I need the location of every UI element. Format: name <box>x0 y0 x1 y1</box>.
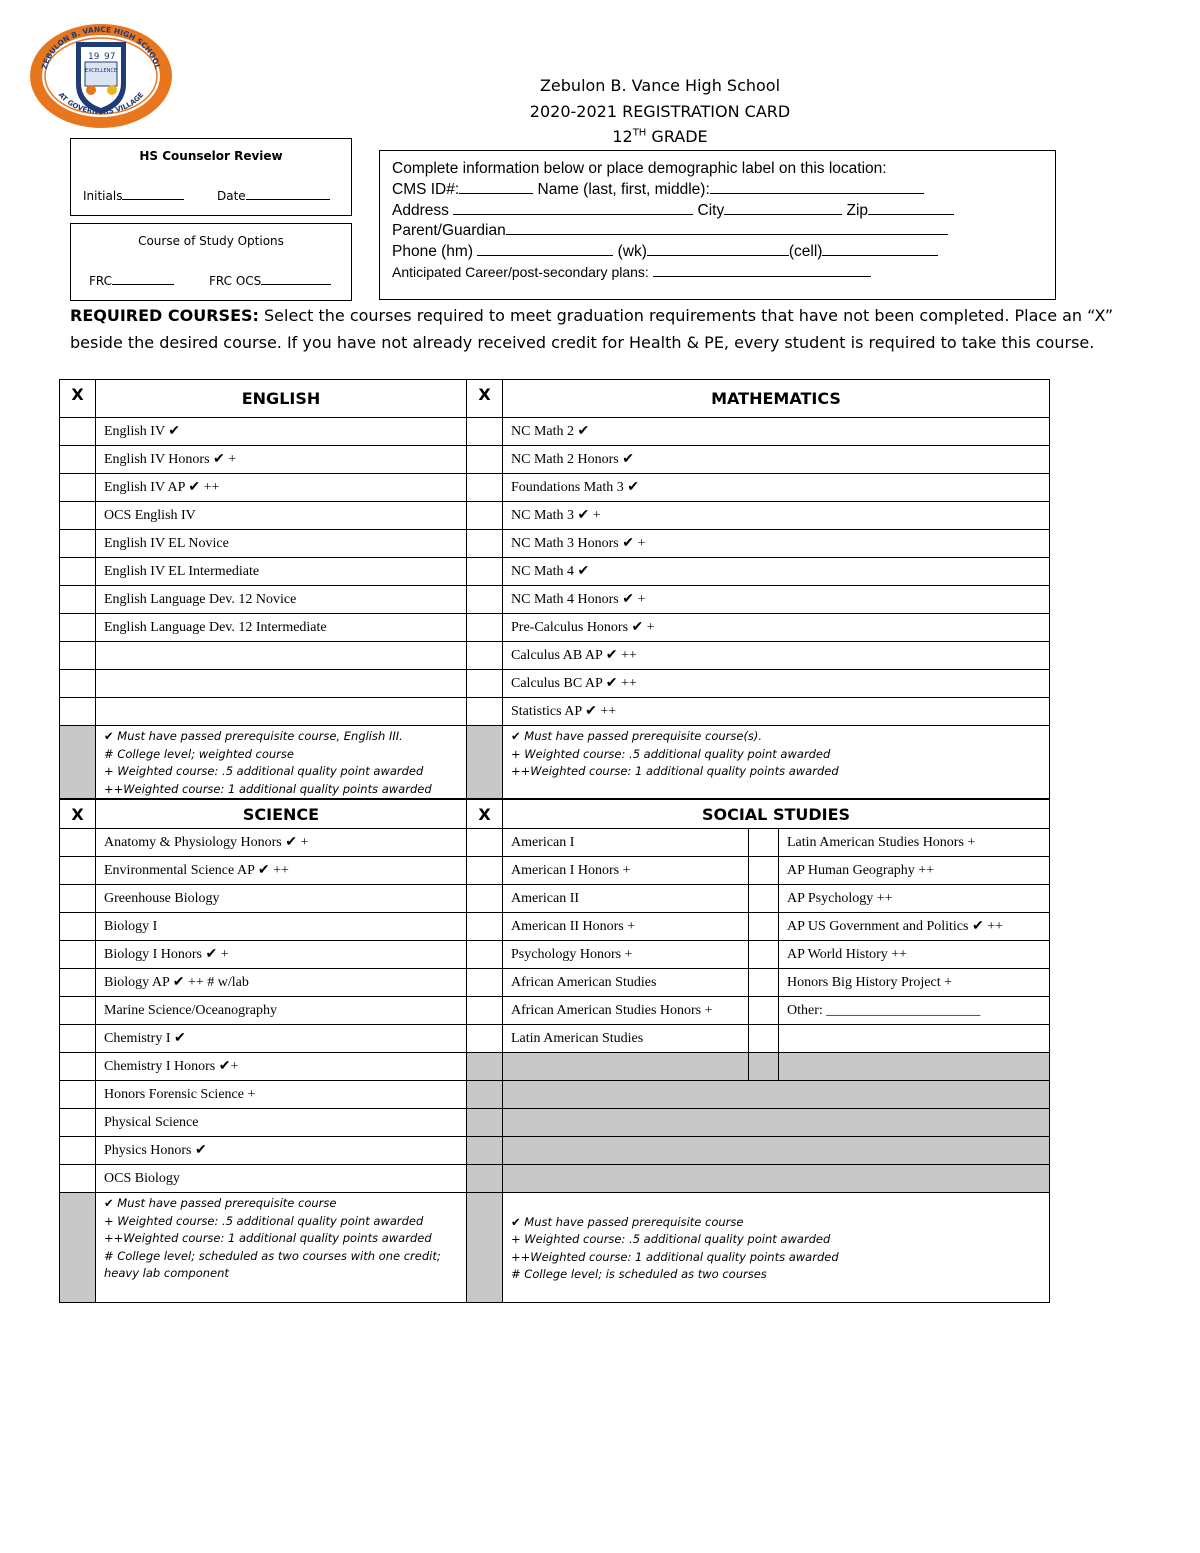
table-row <box>60 614 1050 642</box>
address-field[interactable] <box>453 201 693 215</box>
zip-field[interactable] <box>868 201 954 215</box>
math-select-checkbox[interactable] <box>467 418 503 446</box>
gray-cell <box>60 726 96 799</box>
math-course: NC Math 2 Honors ✔ <box>503 446 1050 474</box>
demographic-intro: Complete information below or place demographic label on this location: <box>392 160 887 177</box>
table-row <box>60 1109 1050 1137</box>
english-course: English IV AP ✔ ++ <box>96 474 467 502</box>
science-course: Biology I Honors ✔ + <box>96 941 467 969</box>
science-notes <box>96 1193 467 1303</box>
science-course: Chemistry I ✔ <box>96 1025 467 1053</box>
note-line: # College level; is scheduled as two courses <box>511 1267 767 1281</box>
english-select-checkbox[interactable] <box>60 670 96 698</box>
social-course: Honors Big History Project + <box>779 969 1050 997</box>
table-row <box>60 418 1050 446</box>
career-line <box>392 263 871 281</box>
note-line: ++Weighted course: 1 additional quality points awarded <box>511 1249 839 1264</box>
gray-cell <box>503 1109 1050 1137</box>
gray-cell <box>749 1053 779 1081</box>
logo-year-left: 19 <box>88 52 100 62</box>
english-select-checkbox[interactable] <box>60 698 96 726</box>
english-select-checkbox[interactable] <box>60 418 96 446</box>
date-label: Date <box>217 189 246 203</box>
science-course: Greenhouse Biology <box>96 885 467 913</box>
social-select-checkbox[interactable] <box>467 941 503 969</box>
note-line: + Weighted course: .5 additional quality point awarded <box>104 1213 424 1228</box>
math-course: Foundations Math 3 ✔ <box>503 474 1050 502</box>
table-row <box>60 558 1050 586</box>
social-course: African American Studies <box>503 969 749 997</box>
x-column-header: X <box>467 380 503 418</box>
math-course: Calculus BC AP ✔ ++ <box>503 670 1050 698</box>
note-line: + Weighted course: .5 additional quality point awarded <box>104 764 424 778</box>
gray-cell <box>467 1137 503 1165</box>
gray-cell <box>467 726 503 799</box>
social-course: AP World History ++ <box>779 941 1050 969</box>
social-select-checkbox[interactable] <box>467 885 503 913</box>
science-select-checkbox[interactable] <box>60 941 96 969</box>
science-select-checkbox[interactable] <box>60 857 96 885</box>
science-select-checkbox[interactable] <box>60 1137 96 1165</box>
note-line: + Weighted course: .5 additional quality point awarded <box>511 1232 831 1246</box>
table-row <box>60 941 1050 969</box>
course-of-study-title: Course of Study Options <box>138 234 284 248</box>
logo-ring-bottom: AT GOVERNORS VILLAGE <box>56 90 146 117</box>
course-of-study-box <box>70 223 352 301</box>
english-course: English IV EL Novice <box>96 530 467 558</box>
gray-cell <box>467 1165 503 1193</box>
phone-hm-field[interactable] <box>477 242 613 256</box>
note-line: ✔ Must have passed prerequisite course <box>104 1196 337 1210</box>
science-course: Physical Science <box>96 1109 467 1137</box>
english-course: English IV Honors ✔ + <box>96 446 467 474</box>
math-select-checkbox[interactable] <box>467 614 503 642</box>
zip-label: Zip <box>846 202 869 219</box>
social-select-checkbox[interactable] <box>467 857 503 885</box>
math-course: NC Math 3 ✔ + <box>503 502 1050 530</box>
table-row <box>60 474 1050 502</box>
english-select-checkbox[interactable] <box>60 474 96 502</box>
social-select-checkbox[interactable] <box>749 885 779 913</box>
parent-field[interactable] <box>506 221 948 235</box>
science-course: Honors Forensic Science + <box>96 1081 467 1109</box>
english-select-checkbox[interactable] <box>60 586 96 614</box>
social-select-checkbox[interactable] <box>749 1025 779 1053</box>
demographic-box <box>379 150 1056 300</box>
social-course: Psychology Honors + <box>503 941 749 969</box>
note-line: ✔ Must have passed prerequisite course(s). <box>511 729 763 743</box>
english-course <box>96 698 467 726</box>
note-line: ++Weighted course: 1 additional quality points awarded <box>104 781 432 796</box>
science-course: Chemistry I Honors ✔+ <box>96 1053 467 1081</box>
school-name: Zebulon B. Vance High School <box>539 76 781 95</box>
note-line: ✔ Must have passed prerequisite course, English III. <box>104 729 403 743</box>
instructions-heading: REQUIRED COURSES: <box>70 306 259 325</box>
address-label: Address <box>392 202 449 219</box>
social-studies-header: SOCIAL STUDIES <box>503 800 1050 829</box>
phone-cell-label: (cell) <box>788 243 823 260</box>
social-select-checkbox[interactable] <box>749 997 779 1025</box>
gray-cell <box>60 1193 96 1303</box>
math-select-checkbox[interactable] <box>467 474 503 502</box>
science-course: Biology AP ✔ ++ # w/lab <box>96 969 467 997</box>
phone-line <box>392 242 938 261</box>
science-select-checkbox[interactable] <box>60 1081 96 1109</box>
social-select-checkbox[interactable] <box>467 913 503 941</box>
english-course <box>96 642 467 670</box>
gray-cell <box>503 1137 1050 1165</box>
x-column-header: X <box>60 800 96 829</box>
school-logo <box>28 22 174 130</box>
science-course: Physics Honors ✔ <box>96 1137 467 1165</box>
gray-cell <box>779 1053 1050 1081</box>
table-row <box>60 502 1050 530</box>
table-row <box>60 698 1050 726</box>
social-select-checkbox[interactable] <box>749 913 779 941</box>
grade-word: GRADE <box>651 127 708 146</box>
logo-ring-top: ZEBULON B. VANCE HIGH SCHOOL <box>39 24 163 71</box>
social-select-checkbox[interactable] <box>749 969 779 997</box>
table-row <box>60 829 1050 857</box>
cms-id-label: CMS ID#: <box>392 181 460 198</box>
english-course <box>96 670 467 698</box>
x-column-header: X <box>467 800 503 829</box>
science-course: OCS Biology <box>96 1165 467 1193</box>
table-row <box>60 446 1050 474</box>
science-select-checkbox[interactable] <box>60 1109 96 1137</box>
table-row <box>60 642 1050 670</box>
city-label: City <box>697 202 725 219</box>
table-row <box>60 997 1050 1025</box>
english-select-checkbox[interactable] <box>60 446 96 474</box>
social-course: AP US Government and Politics ✔ ++ <box>779 913 1050 941</box>
social-course: African American Studies Honors + <box>503 997 749 1025</box>
instructions-text: Select the courses required to meet graduation requirements that have not been completed. Place an “X” beside the desired course. If you have not already received credit for Health & PE, every student is required to take this course. <box>70 306 1114 352</box>
table-row <box>60 530 1050 558</box>
social-select-checkbox[interactable] <box>467 829 503 857</box>
math-select-checkbox[interactable] <box>467 586 503 614</box>
table-row <box>60 913 1050 941</box>
gray-cell <box>503 1081 1050 1109</box>
english-course: English IV ✔ <box>96 418 467 446</box>
english-select-checkbox[interactable] <box>60 614 96 642</box>
note-line: # College level; scheduled as two courses with one credit; heavy lab component <box>104 1248 441 1280</box>
note-line: ✔ Must have passed prerequisite course <box>511 1214 744 1229</box>
table-row <box>60 857 1050 885</box>
table-row <box>60 670 1050 698</box>
science-select-checkbox[interactable] <box>60 969 96 997</box>
social-course: Latin American Studies <box>503 1025 749 1053</box>
table-row <box>60 969 1050 997</box>
city-field[interactable] <box>724 201 842 215</box>
logo-year-right: 97 <box>104 52 116 62</box>
phone-hm-label: Phone (hm) <box>392 243 473 260</box>
science-select-checkbox[interactable] <box>60 997 96 1025</box>
science-course: Environmental Science AP ✔ ++ <box>96 857 467 885</box>
parent-line <box>392 221 948 240</box>
social-course <box>779 1025 1050 1053</box>
social-course: Latin American Studies Honors + <box>779 829 1050 857</box>
science-header: SCIENCE <box>96 800 467 829</box>
career-field[interactable] <box>653 263 871 277</box>
science-select-checkbox[interactable] <box>60 829 96 857</box>
english-select-checkbox[interactable] <box>60 502 96 530</box>
science-select-checkbox[interactable] <box>60 913 96 941</box>
grade-sup: TH <box>632 127 647 139</box>
cms-name-line <box>392 180 924 199</box>
grade-label <box>480 127 840 146</box>
table-row <box>60 1081 1050 1109</box>
math-notes <box>503 726 1050 799</box>
phone-wk-field[interactable] <box>647 242 789 256</box>
phone-wk-label: (wk) <box>617 243 647 260</box>
science-course: Biology I <box>96 913 467 941</box>
gray-cell <box>467 1081 503 1109</box>
name-label: Name (last, first, middle): <box>537 181 710 198</box>
frc-ocs-label: FRC OCS <box>209 274 262 288</box>
initials-label: Initials <box>83 189 123 203</box>
phone-cell-field[interactable] <box>822 242 938 256</box>
frc-field[interactable] <box>89 273 174 288</box>
social-course: AP Psychology ++ <box>779 885 1050 913</box>
note-line: + Weighted course: .5 additional quality point awarded <box>511 746 831 761</box>
english-math-table <box>59 379 1050 799</box>
gray-cell <box>503 1165 1050 1193</box>
math-header: MATHEMATICS <box>503 380 1050 418</box>
date-field[interactable] <box>217 188 330 203</box>
x-column-header: X <box>60 380 96 418</box>
math-course: Statistics AP ✔ ++ <box>503 698 1050 726</box>
table-row <box>60 586 1050 614</box>
english-select-checkbox[interactable] <box>60 642 96 670</box>
note-line: ++Weighted course: 1 additional quality points awarded <box>511 764 839 778</box>
social-course: Other: ______________________ <box>779 997 1050 1025</box>
math-course: Calculus AB AP ✔ ++ <box>503 642 1050 670</box>
science-select-checkbox[interactable] <box>60 1025 96 1053</box>
table-row <box>60 885 1050 913</box>
math-select-checkbox[interactable] <box>467 558 503 586</box>
counselor-review-title: HS Counselor Review <box>139 149 283 163</box>
address-line <box>392 201 954 220</box>
table-row <box>60 1025 1050 1053</box>
gray-cell <box>467 1053 503 1081</box>
science-select-checkbox[interactable] <box>60 885 96 913</box>
table-row <box>60 1165 1050 1193</box>
career-label: Anticipated Career/post-secondary plans: <box>392 264 649 280</box>
gray-cell <box>503 1053 749 1081</box>
card-title: 2020-2021 REGISTRATION CARD <box>529 102 791 121</box>
math-select-checkbox[interactable] <box>467 670 503 698</box>
table-row <box>60 1137 1050 1165</box>
english-select-checkbox[interactable] <box>60 530 96 558</box>
science-select-checkbox[interactable] <box>60 1165 96 1193</box>
name-field[interactable] <box>710 180 924 194</box>
frc-label: FRC <box>89 274 113 288</box>
table-row <box>60 1053 1050 1081</box>
social-select-checkbox[interactable] <box>749 941 779 969</box>
english-select-checkbox[interactable] <box>60 558 96 586</box>
social-course: American II <box>503 885 749 913</box>
science-course: Anatomy & Physiology Honors ✔ + <box>96 829 467 857</box>
english-notes <box>96 726 467 799</box>
social-course: AP Human Geography ++ <box>779 857 1050 885</box>
cms-id-field[interactable] <box>459 180 533 194</box>
parent-label: Parent/Guardian <box>392 222 506 239</box>
math-course: NC Math 4 ✔ <box>503 558 1050 586</box>
initials-field[interactable] <box>83 188 184 203</box>
social-select-checkbox[interactable] <box>467 997 503 1025</box>
math-course: NC Math 2 ✔ <box>503 418 1050 446</box>
math-course: NC Math 4 Honors ✔ + <box>503 586 1050 614</box>
english-course: English IV EL Intermediate <box>96 558 467 586</box>
social-select-checkbox[interactable] <box>467 1025 503 1053</box>
social-course: American II Honors + <box>503 913 749 941</box>
english-course: English Language Dev. 12 Intermediate <box>96 614 467 642</box>
instructions <box>70 302 1145 356</box>
note-line: # College level; weighted course <box>104 746 294 761</box>
english-course: OCS English IV <box>96 502 467 530</box>
gray-cell <box>467 1109 503 1137</box>
gray-cell <box>467 1193 503 1303</box>
math-course: Pre-Calculus Honors ✔ + <box>503 614 1050 642</box>
science-social-table <box>59 799 1050 1303</box>
science-select-checkbox[interactable] <box>60 1053 96 1081</box>
math-select-checkbox[interactable] <box>467 446 503 474</box>
english-course: English Language Dev. 12 Novice <box>96 586 467 614</box>
note-line: ++Weighted course: 1 additional quality points awarded <box>104 1231 432 1245</box>
social-select-checkbox[interactable] <box>749 829 779 857</box>
math-select-checkbox[interactable] <box>467 642 503 670</box>
math-select-checkbox[interactable] <box>467 698 503 726</box>
logo-motto: EXCELLENCE <box>85 68 117 74</box>
frc-ocs-field[interactable] <box>209 273 331 288</box>
social-studies-notes <box>503 1193 1050 1303</box>
english-header: ENGLISH <box>96 380 467 418</box>
social-select-checkbox[interactable] <box>467 969 503 997</box>
science-course: Marine Science/Oceanography <box>96 997 467 1025</box>
social-course: American I Honors + <box>503 857 749 885</box>
math-course: NC Math 3 Honors ✔ + <box>503 530 1050 558</box>
math-select-checkbox[interactable] <box>467 502 503 530</box>
social-course: American I <box>503 829 749 857</box>
social-select-checkbox[interactable] <box>749 857 779 885</box>
math-select-checkbox[interactable] <box>467 530 503 558</box>
counselor-review-box <box>70 138 352 216</box>
grade-number: 12 <box>612 127 633 146</box>
